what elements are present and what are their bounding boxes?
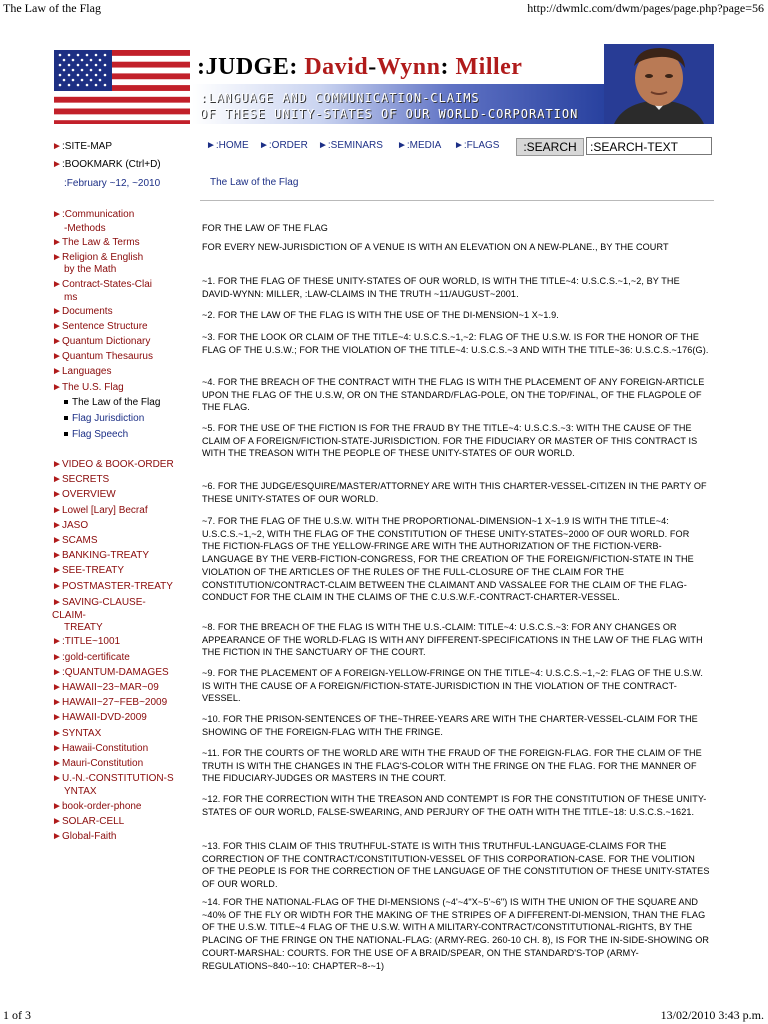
sidebar-subitem-law-of-flag[interactable]: The Law of the Flag	[64, 396, 160, 409]
sidebar-item-contract-states-cont[interactable]: ms	[64, 292, 78, 303]
sidebar-item-secrets[interactable]: ►SECRETS	[52, 474, 110, 485]
print-header	[0, 0, 768, 16]
sidebar-item-religion-cont[interactable]: by the Math	[64, 264, 117, 275]
sidebar-item-jaso[interactable]: ►JASO	[52, 520, 89, 531]
nav-media-link[interactable]: ►:MEDIA	[397, 140, 442, 151]
sidebar-item-saving-clause-treaty[interactable]: TREATY	[64, 622, 103, 633]
content-paragraph: ~10. FOR THE PRISON-SENTENCES OF THE~THREE-YEARS ARE WITH THE CHARTER-VESSEL-CLAIM FOR THE SHOWING OF THE FOREIGN-FLAG WITH THE FRINGE.	[202, 714, 698, 737]
sidebar-item-lowel-becraf[interactable]: ►Lowel [Lary] Becraf	[52, 505, 148, 516]
content-paragraph: ~11. FOR THE COURTS OF THE WORLD ARE WITH THE FRAUD OF THE FOREIGN-FLAG. FOR THE CLAIM OF THE TRUTH IS WITH THE CHANGES IN THE FLAG'S-COLOR WITH THE FRINGE ON THE FLAG. FOR THE MANNER OF THE FIDUCIARY-JUDGES OR MASTERS IN THE COURT.	[202, 748, 702, 784]
sidebar-item-site-map[interactable]: ►:SITE-MAP	[52, 141, 113, 152]
content-paragraph: ~12. FOR THE CORRECTION WITH THE TREASON AND CONTEMPT IS FOR THE CONSTITUTION OF THESE UNITY-STATES OF OUR WORLD, FALSE-SWEARING, AND PERJURY OF THE OATH WITH THE TITLE~18: U.S.C.S.~1621.	[202, 794, 707, 817]
sidebar-item-global-faith[interactable]: ►Global-Faith	[52, 831, 117, 842]
sidebar-subitem-flag-speech[interactable]: Flag Speech	[64, 428, 128, 441]
sidebar-item-hawaii-constitution[interactable]: ►Hawaii-Constitution	[52, 743, 149, 754]
title-divider	[200, 200, 714, 201]
print-datetime: 13/02/2010 3:43 p.m.	[660, 1008, 764, 1022]
sidebar-item-postmaster-treaty[interactable]: ►POSTMASTER-TREATY	[52, 581, 173, 592]
sidebar-item-solar-cell[interactable]: ►SOLAR-CELL	[52, 816, 125, 827]
site-banner	[52, 44, 714, 124]
print-page-title: The Law of the Flag	[3, 1, 101, 15]
sidebar-item-quantum-dictionary[interactable]: ►Quantum Dictionary	[52, 336, 151, 347]
sidebar-item-communication-cont[interactable]: -Methods	[64, 223, 106, 234]
search-input[interactable]: :SEARCH-TEXT	[586, 137, 712, 155]
nav-seminars-link[interactable]: ►:SEMINARS	[318, 140, 383, 151]
sidebar-item-hawaii-27-feb[interactable]: ►HAWAII~27~FEB~2009	[52, 697, 168, 708]
sidebar-item-us-flag[interactable]: ►The U.S. Flag	[52, 382, 124, 393]
content-paragraph: ~2. FOR THE LAW OF THE FLAG IS WITH THE USE OF THE DI-MENSION~1 X~1.9.	[202, 310, 559, 320]
content-paragraph: ~6. FOR THE JUDGE/ESQUIRE/MASTER/ATTORNEY ARE WITH THIS CHARTER-VESSEL-CITIZEN IN THE PARTY OF THESE UNITY-STATES OF OUR WORLD.	[202, 481, 707, 504]
sidebar-item-video-book-order[interactable]: ►VIDEO & BOOK-ORDER	[52, 459, 174, 470]
site-title: :JUDGE: David-Wynn: Miller	[197, 54, 523, 80]
print-url: http://dwmlc.com/dwm/pages/page.php?page=56	[527, 1, 764, 15]
sidebar-item-un-constitution[interactable]: ►U.-N.-CONSTITUTION-S	[52, 773, 174, 784]
content-paragraph: FOR EVERY NEW-JURISDICTION OF A VENUE IS WITH AN ELEVATION ON A NEW-PLANE., BY THE COURT	[202, 242, 669, 252]
content-paragraph: ~1. FOR THE FLAG OF THESE UNITY-STATES OF OUR WORLD, IS WITH THE TITLE~4: U.S.C.S.~1,~2, BY THE DAVID-WYNN: MILLER, :LAW-CLAIMS IN THE TRUTH ~11/AUGUST~2001.	[202, 276, 680, 299]
sidebar-item-contract-states[interactable]: ►Contract-States-Clai	[52, 279, 153, 290]
sidebar-item-banking-treaty[interactable]: ►BANKING-TREATY	[52, 550, 150, 561]
sidebar-item-documents[interactable]: ►Documents	[52, 306, 113, 317]
sidebar-item-saving-clause-claim[interactable]: CLAIM-	[52, 610, 86, 621]
sidebar-item-law-terms[interactable]: ►The Law & Terms	[52, 237, 140, 248]
content-paragraph: ~9. FOR THE PLACEMENT OF A FOREIGN-YELLOW-FRINGE ON THE TITLE~4: U.S.C.S.~1,~2: FLAG OF THE U.S.W. IS WITH THE CAUSE OF A FOREIGN/FICTION-STATE-JURISDICTION IN THE VIOLATION OF THE CONTRACT-VESSEL.	[202, 668, 703, 704]
content-paragraph: ~13. FOR THIS CLAIM OF THIS TRUTHFUL-STATE IS WITH THIS TRUTHFUL-LANGUAGE-CLAIMS FOR THE CORRECTION OF THE CONTRACT/CONSTITUTION-VESSEL OF THIS CORPORATION-CASE. FOR THE VOLITION OF THE PEOPLE IS FOR THE CORRECTION OF THE LANGUAGE OF THE CONSTITUTION OF THESE UNITY-STATES OF OUR WORLD.	[202, 841, 710, 890]
nav-flags-link[interactable]: ►:FLAGS	[454, 140, 500, 151]
sidebar-subitem-flag-jurisdiction[interactable]: Flag Jurisdiction	[64, 412, 144, 425]
us-flag-image	[54, 50, 190, 124]
content-paragraph: ~5. FOR THE USE OF THE FICTION IS FOR THE FRAUD BY THE TITLE~4: U.S.C.S.~3: WITH THE CAUSE OF THE CLAIM OF A FOREIGN/FICTION-STATE-JURISDICTION. FOR THE FIDUCIARY OR MASTER OF THIS CONTRACT IS WITH THE TREASON WITH THE PEOPLE OF THESE UNITY-STATES OF OUR WORLD.	[202, 423, 698, 459]
content-paragraph: ~8. FOR THE BREACH OF THE FLAG IS WITH THE U.S.-CLAIM: TITLE~4: U.S.C.S.~3: FOR ANY CHANGES OR APPEARANCE OF THE WORLD-FLAG IS WITH ANY DIFFERENT-SPECIFICATIONS IN THE LAW OF THE FLAG WITH THE FICTION IN THE SANCTUARY OF THE COURT.	[202, 622, 703, 658]
nav-home-link[interactable]: ►:HOME	[206, 140, 249, 151]
sidebar-item-see-treaty[interactable]: ►SEE-TREATY	[52, 565, 125, 576]
sidebar-item-scams[interactable]: ►SCAMS	[52, 535, 98, 546]
sidebar-item-hawaii-dvd[interactable]: ►HAWAII-DVD-2009	[52, 712, 147, 723]
print-page-count: 1 of 3	[3, 1008, 31, 1022]
print-footer	[0, 1007, 768, 1023]
sidebar-item-un-constitution-cont[interactable]: YNTAX	[64, 786, 97, 797]
sidebar-date: :February ~12, ~2010	[64, 178, 161, 189]
sidebar-item-quantum-thesaurus[interactable]: ►Quantum Thesaurus	[52, 351, 153, 362]
nav-order-link[interactable]: ►:ORDER	[259, 140, 308, 151]
sidebar-item-mauri-constitution[interactable]: ►Mauri-Constitution	[52, 758, 144, 769]
sidebar-item-overview[interactable]: ►OVERVIEW	[52, 489, 116, 500]
sidebar-item-communication[interactable]: ►:Communication	[52, 209, 135, 220]
content-paragraph: ~3. FOR THE LOOK OR CLAIM OF THE TITLE~4: U.S.C.S.~1,~2: FLAG OF THE U.S.W. IS FOR THE HONOR OF THE FLAG OF THE U.S.W.; FOR THE VIOLATION OF THE TITLE~4: U.S.C.S.~3 AND WITH THE TITLE~36: U.S.C.S.~176(G).	[202, 332, 709, 355]
sidebar-item-saving-clause[interactable]: ►SAVING-CLAUSE-	[52, 597, 146, 608]
top-nav	[200, 136, 714, 158]
site-subtitle-line1: :LANGUAGE AND COMMUNICATION-CLAIMS	[200, 91, 480, 105]
sidebar-item-hawaii-23-mar[interactable]: ►HAWAII~23~MAR~09	[52, 682, 159, 693]
author-portrait	[604, 44, 714, 124]
sidebar-item-quantum-damages[interactable]: ►:QUANTUM-DAMAGES	[52, 667, 169, 678]
site-subtitle-line2: OF THESE UNITY-STATES OF OUR WORLD-CORPORATION	[200, 107, 579, 121]
sidebar-item-bookmark[interactable]: ►:BOOKMARK (Ctrl+D)	[52, 159, 161, 170]
sidebar-item-title-1001[interactable]: ►:TITLE~1001	[52, 636, 121, 647]
sidebar-item-syntax[interactable]: ►SYNTAX	[52, 728, 102, 739]
content-heading: FOR THE LAW OF THE FLAG	[202, 223, 328, 233]
content-paragraph: ~4. FOR THE BREACH OF THE CONTRACT WITH THE FLAG IS WITH THE PLACEMENT OF ANY FOREIGN-ARTICLE UPON THE FLAG OF THE U.S.W, OR ON THE STANDARD/FLAG-POLE, ON THE TOP/FINAL, OF THE FLAGPOLE OF THE FLAG.	[202, 377, 705, 413]
page-title: The Law of the Flag	[210, 177, 299, 188]
content-paragraph: ~7. FOR THE FLAG OF THE U.S.W. WITH THE PROPORTIONAL-DIMENSION~1 X~1.9 IS WITH THE TITLE~4: U.S.C.S.~1,~2, WITH THE FLAG OF THE CONSTITUTION OF THESE UNITY-STATES~2000 OF OUR WORLD. FOR THE FICTION-FLAGS OF THE YELLOW-FRINGE ARE WITH THE AUTHORIZATION OF THE FICTION-VERB-LANGUAGE BY THE VERB-FICTION-CONGRESS, FOR THE CREATION OF THE FOREIGN/FICTION-STATE IN THE VIOLATION OF THE ARTICLES OF THE RULES OF THE FULL-CLOSURE OF THE CLAIM FOR THE CONSTITUTION/CONTRACT-CLAIM BETWEEN THE CLAIMANT AND VASSALEE FOR THE CLAIM OF THE FLAG-CONDUCT FOR THE CLAIM IN THE CLAIMS OF THE C.U.S.W.F.-CONTRACT-CHARTER-VESSEL.	[202, 516, 694, 603]
sidebar-item-languages[interactable]: ►Languages	[52, 366, 112, 377]
content-paragraph: ~14. FOR THE NATIONAL-FLAG OF THE DI-MENSIONS (~4'~4"X~5'~6") IS WITH THE UNION OF THE SQUARE AND ~40% OF THE FLY OR WIDTH FOR THE MAKING OF THE STRIPES OF A DIFFERENT-DI-MENSION, THAN THE FLAG OF THE U.S.W. TITLE~4 FLAG OF THE U.S.W. WITH A MILITARY-CONTRACT/CONSTITUTIONAL-RIGHTS, BY THE PLACING OF THE FRINGE ON THE NATIONAL-FLAG: (ARMY-REG. 260-10 CH. 8), IS FOR THE IN-SIDE-SHOWING OR COURT-MARSHAL: COURTS. FOR THE USE OF A BRAID/SPEAR, ON THE STANDARD'S-TOP (ARMY-REGULATIONS~840-~10: CHAPTER~8-~1)	[202, 897, 710, 971]
sidebar-item-sentence-structure[interactable]: ►Sentence Structure	[52, 321, 148, 332]
sidebar-item-religion[interactable]: ►Religion & English	[52, 252, 144, 263]
search-button[interactable]: :SEARCH	[516, 138, 584, 156]
sidebar-item-gold-certificate[interactable]: ►:gold-certificate	[52, 652, 130, 663]
sidebar-item-book-order-phone[interactable]: ►book-order-phone	[52, 801, 142, 812]
